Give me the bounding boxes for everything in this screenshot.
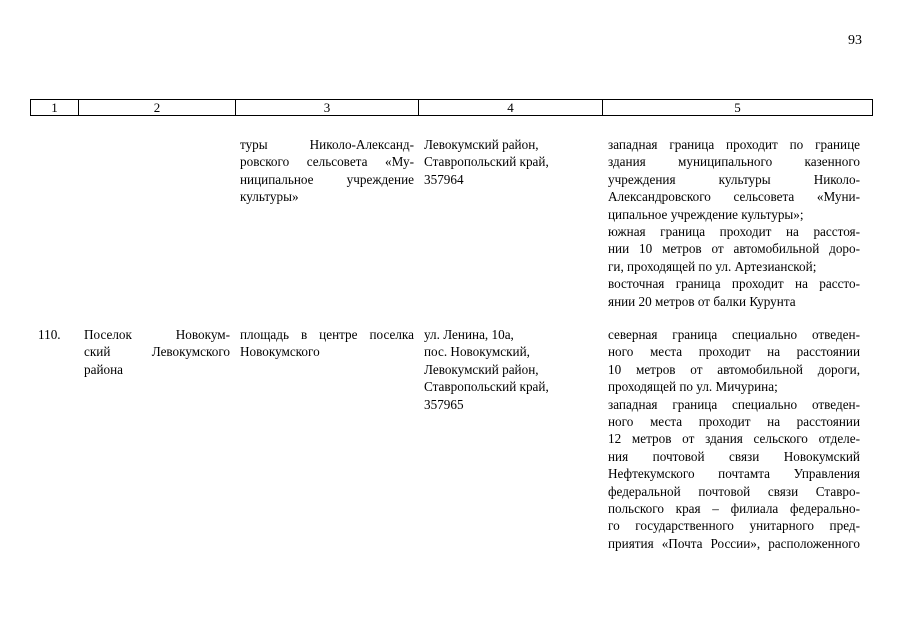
column-number-3: 3 [236,100,419,116]
column-number-1: 1 [31,100,79,116]
text-line: Поселок Новокум- [84,327,230,342]
settlement-name-cell [84,326,230,378]
text-line: проходящей по ул. Мичурина; [608,379,778,395]
text-line: здания муниципального казенного [608,154,860,170]
text-line: Ставропольский край, [424,379,549,395]
text-line: культуры» [240,189,299,205]
text-line: ги, проходящей по ул. Артезианской; [608,258,817,274]
text-line: 10 метров от автомобильной дороги, [608,361,860,377]
column-number-5: 5 [603,100,873,116]
text-line: приятия «Почта России», расположенного [608,535,860,551]
table-header-row [30,99,873,116]
text-line: нии 10 метров от автомобильной доро- [608,241,860,257]
text-line: площадь в центре поселка [240,327,414,342]
address-cell [424,136,596,188]
text-line: Новокумского [240,344,320,360]
text-line: ципальное учреждение культуры»; [608,206,804,222]
text-line: янии 20 метров от балки Курунта [608,293,796,309]
text-line: Нефтекумского почтамта Управления [608,466,860,482]
text-line: Левокумский район, [424,137,539,152]
boundaries-cell [608,136,860,310]
text-line: западная граница проходит по границе [608,137,860,152]
column-number-2: 2 [79,100,236,116]
text-line: учреждения культуры Николо- [608,171,860,187]
text-line: ния почтовой связи Новокумский [608,448,860,464]
place-description-cell [240,326,414,361]
address-cell [424,326,596,413]
text-line: северная граница специально отведен- [608,327,860,342]
text-line: ровского сельсовета «Му- [240,154,414,170]
row-number: 110. [38,327,61,342]
text-line: Александровского сельсовета «Муни- [608,189,860,205]
text-line: ский Левокумского [84,344,230,360]
text-line: 357965 [424,396,464,412]
boundaries-cell [608,326,860,552]
text-line: Ставропольский край, [424,154,549,170]
text-line: ул. Ленина, 10а, [424,327,514,342]
text-line: ного места проходит на расстоянии [608,414,860,430]
text-line: туры Николо-Александ- [240,137,414,152]
text-line: польского края – филиала федерально- [608,501,860,517]
text-line: 357964 [424,171,464,187]
text-line: го государственного унитарного пред- [608,518,860,534]
text-line: западная граница специально отведен- [608,396,860,412]
text-line: ного места проходит на расстоянии [608,344,860,360]
text-line: восточная граница проходит на рассто- [608,276,860,292]
place-description-cell [240,136,414,206]
text-line: ниципальное учреждение [240,171,414,187]
text-line: района [84,361,124,377]
column-number-4: 4 [419,100,603,116]
page-number: 93 [848,33,862,48]
text-line: 12 метров от здания сельского отделе- [608,431,860,447]
text-line: федеральной почтовой связи Ставро- [608,483,860,499]
text-line: южная граница проходит на расстоя- [608,224,860,240]
text-line: пос. Новокумский, [424,344,530,360]
text-line: Левокумский район, [424,361,539,377]
